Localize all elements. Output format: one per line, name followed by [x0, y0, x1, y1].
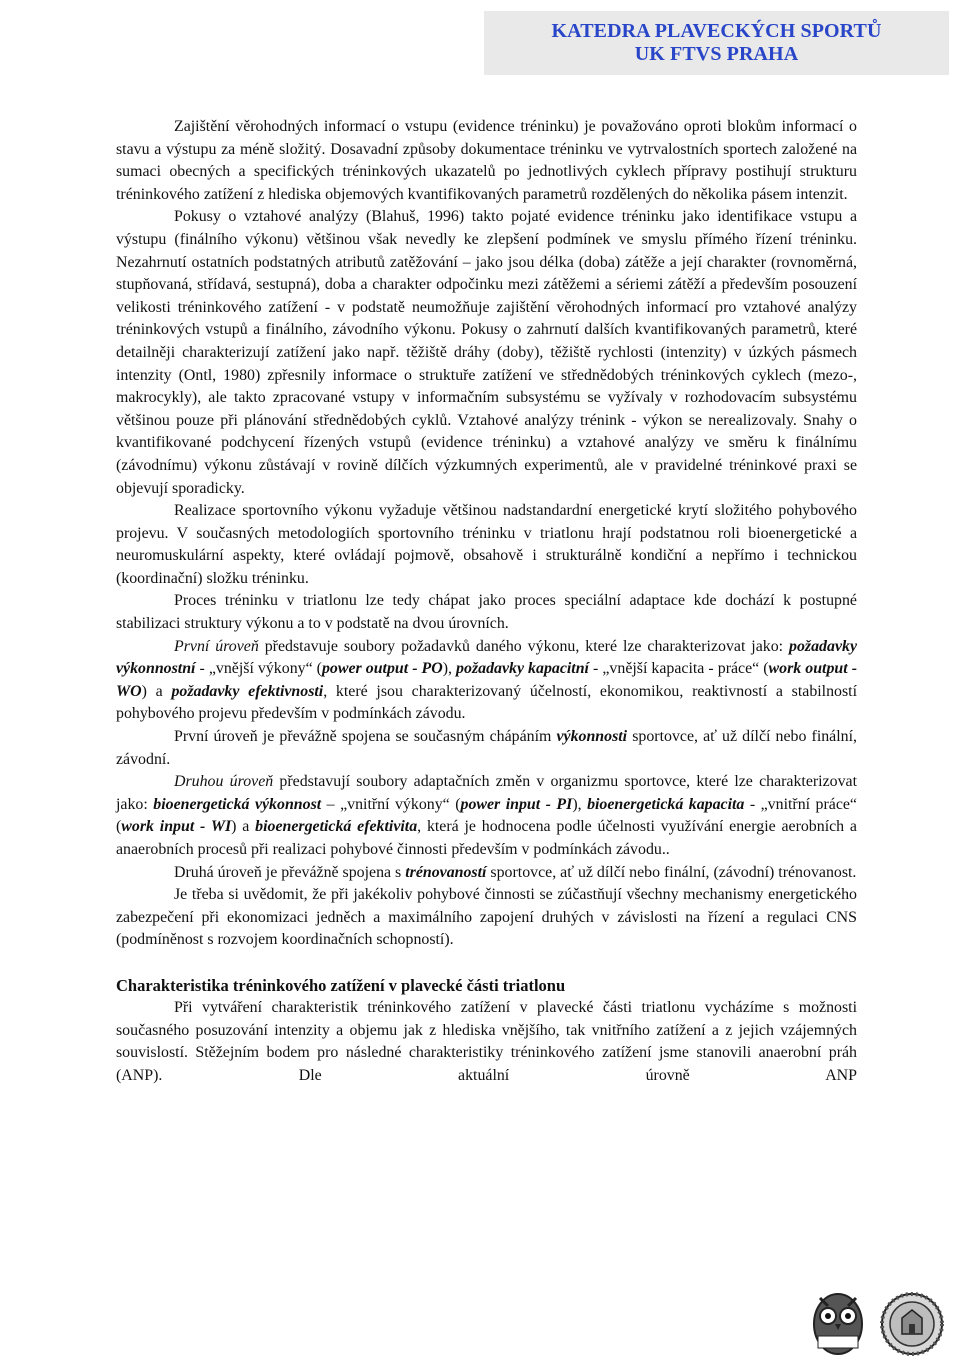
term-performance: výkonnosti — [556, 728, 628, 746]
paragraph-7: Druhou úroveň představují soubory adaptačních změn v organizmu sportovce, které lze charakterizovat jako: bioenergetická výkonnost – „vnitřní výkony“ (power input - PI), bioenergetická kapacita - „vnitřní práce“ (work input - WI) a bioenergetická efektivita, která je hodnocena podle účelnosti využívání energie aerobních a anaerobních procesů při realizaci pohybové činnosti především v podmínkách závodu.. — [116, 773, 857, 858]
paragraph-8: Druhá úroveň je převážně spojena s trénovaností sportovce, ať už dílčí nebo finální, (závodní) trénovanost. — [174, 863, 857, 881]
paragraph-3: Realizace sportovního výkonu vyžaduje většinou nadstandardní energetické krytí složitého pohybového projevu. V současných metodologiích sportovního tréninku v triatlonu hrají podstatnou roli bioenergetické a neuromuskulární aspekty, které ovládají pojmově, obsahově i strukturálně kondiční a nepřímo i technickou (koordinační) složku tréninku. — [116, 502, 857, 587]
footer-logos — [808, 1288, 944, 1360]
term-bioenergetic-capacity: bioenergetická kapacita — [587, 795, 745, 813]
department-header — [484, 11, 949, 75]
term-bioenergetic-performance: bioenergetická výkonnost — [153, 795, 322, 813]
university-seal-icon — [880, 1288, 940, 1360]
paragraph-5: První úroveň představuje soubory požadavků daného výkonu, které lze charakterizovat jako: požadavky výkonnostní - „vnější výkony“ (power output - PO), požadavky kapacitní - „vnější kapacita - práce“ (work output - WO) a požadavky efektivnosti, které jsou charakterizovaný účelností, ekonomikou, reaktivností a stabilností pohybového projevu především v podmínkách závodu. — [116, 637, 858, 723]
term-capacity-requirements: požadavky kapacitní — [456, 660, 589, 678]
term-second-level: Druhou úroveň — [174, 773, 274, 791]
term-first-level: První úroveň — [174, 637, 259, 655]
owl-logo-icon — [808, 1288, 868, 1360]
paragraph-1: Zajištění věrohodných informací o vstupu (evidence tréninku) je považováno oproti blokům informací o stavu a výstupu za méně složitý. Dosavadní způsoby dokumentace tréninku ve vytrvalostních sportech založené na sumaci obecných a specifických tréninkových ukazatelů po jednotlivých cyklech přípravy postihují strukturu tréninkového zatížení z hlediska objemových kvantifikovaných parametrů rozdělených do několika pásem intenzit. — [116, 118, 857, 203]
paragraph-6: První úroveň je převážně spojena se současným chápáním výkonnosti sportovce, ať už dílčí nebo finální, závodní. — [116, 728, 857, 768]
term-bioenergetic-efficiency: bioenergetická efektivita — [255, 818, 418, 836]
term-power-input: power input - PI — [460, 795, 573, 813]
section-heading: Charakteristika tréninkového zatížení v plavecké části triatlonu — [116, 975, 566, 995]
paragraph-9: Je třeba si uvědomit, že při jakékoliv pohybové činnosti se zúčastňují všechny mechanismy energetického zabezpečení při ekonomizaci jedněch a maximálního zapojení druhých v závislosti na řízení a regulaci CNS (podmíněnost s rozvojem koordinačních schopností). — [116, 886, 857, 949]
paragraph-2: Pokusy o vztahové analýzy (Blahuš, 1996) takto pojaté evidence tréninku jako identifikace vstupu a výstupu (finálního výkonu) většinou však nevedly ke zlepšení podmínek ve smyslu přímého řízení tréninku. Nezahrnutí ostatních podstatných atributů zatěžování – jako jsou délka (doba) zátěže a její charakter (rovnoměrná, stupňovaná, střídavá, sestupná), doba a charakter odpočinku mezi zátěžemi a sériemi zátěží a především posouzení velikosti tréninkového zatížení - v podstatě neumožňuje zajištění věrohodných informací pro vztahové analýzy tréninkových vstupů a finálního, závodního výkonu. Pokusy o zahrnutí dalších kvantifikovaných parametrů, které detailněji charakterizují zatížení jako např. těžiště dráhy (doby), těžiště rychlosti (intenzity) v úzkých pásmech intenzity (Ontl, 1980) zpřesnily informace o struktuře zatížení ve střednědobých tréninkových cyklech (mezo-, makrocykly), ale takto zpracované vstupy v informačním subsystému se vyžívaly v rozhodovacím subsystému většinou pouze při plánování střednědobých cyklů. Vztahové analýzy trénink - výkon se nerealizovaly. Snahy o kvantifikované podchycení řízených vstupů (evidence tréninku) a vztahové analýzy ve směru k finálnímu (závodnímu) výkonu zůstávají v rovině dílčích výzkumných experimentů, ale v pravidelné tréninkové praxi se objevují sporadicky. — [116, 208, 857, 497]
term-trainedness: trénovaností — [405, 863, 487, 881]
section-spacer — [116, 952, 857, 975]
term-work-output: work output - WO — [116, 660, 858, 700]
header-line-2: UK FTVS PRAHA — [634, 43, 799, 65]
term-performance-requirements: požadavky výkonnostní — [116, 637, 857, 678]
term-work-input: work input - WI — [121, 818, 232, 836]
term-efficiency-requirements: požadavky efektivnosti — [171, 682, 324, 700]
paragraph-10: Při vytváření charakteristik tréninkového zatížení v plavecké části triatlonu vycházíme s možnosti současného posuzování intenzity a objemu jak z hlediska vnějšího, tak vnitřního zatížení a z jejich vzájemných souvislostí. Stěžejním bodem pro následné charakteristiky tréninkového zatížení jsme stanovili anaerobní práh (ANP). Dle aktuální úrovně ANP — [116, 999, 857, 1084]
term-power-output: power output - PO — [321, 660, 443, 678]
document-body — [116, 116, 857, 1088]
paragraph-4: Proces tréninku v triatlonu lze tedy chápat jako proces speciální adaptace kde dochází k postupné stabilizaci struktury výkonu a to v podstatě na dvou úrovních. — [116, 592, 857, 633]
header-line-1: KATEDRA PLAVECKÝCH SPORTŮ — [551, 20, 882, 42]
